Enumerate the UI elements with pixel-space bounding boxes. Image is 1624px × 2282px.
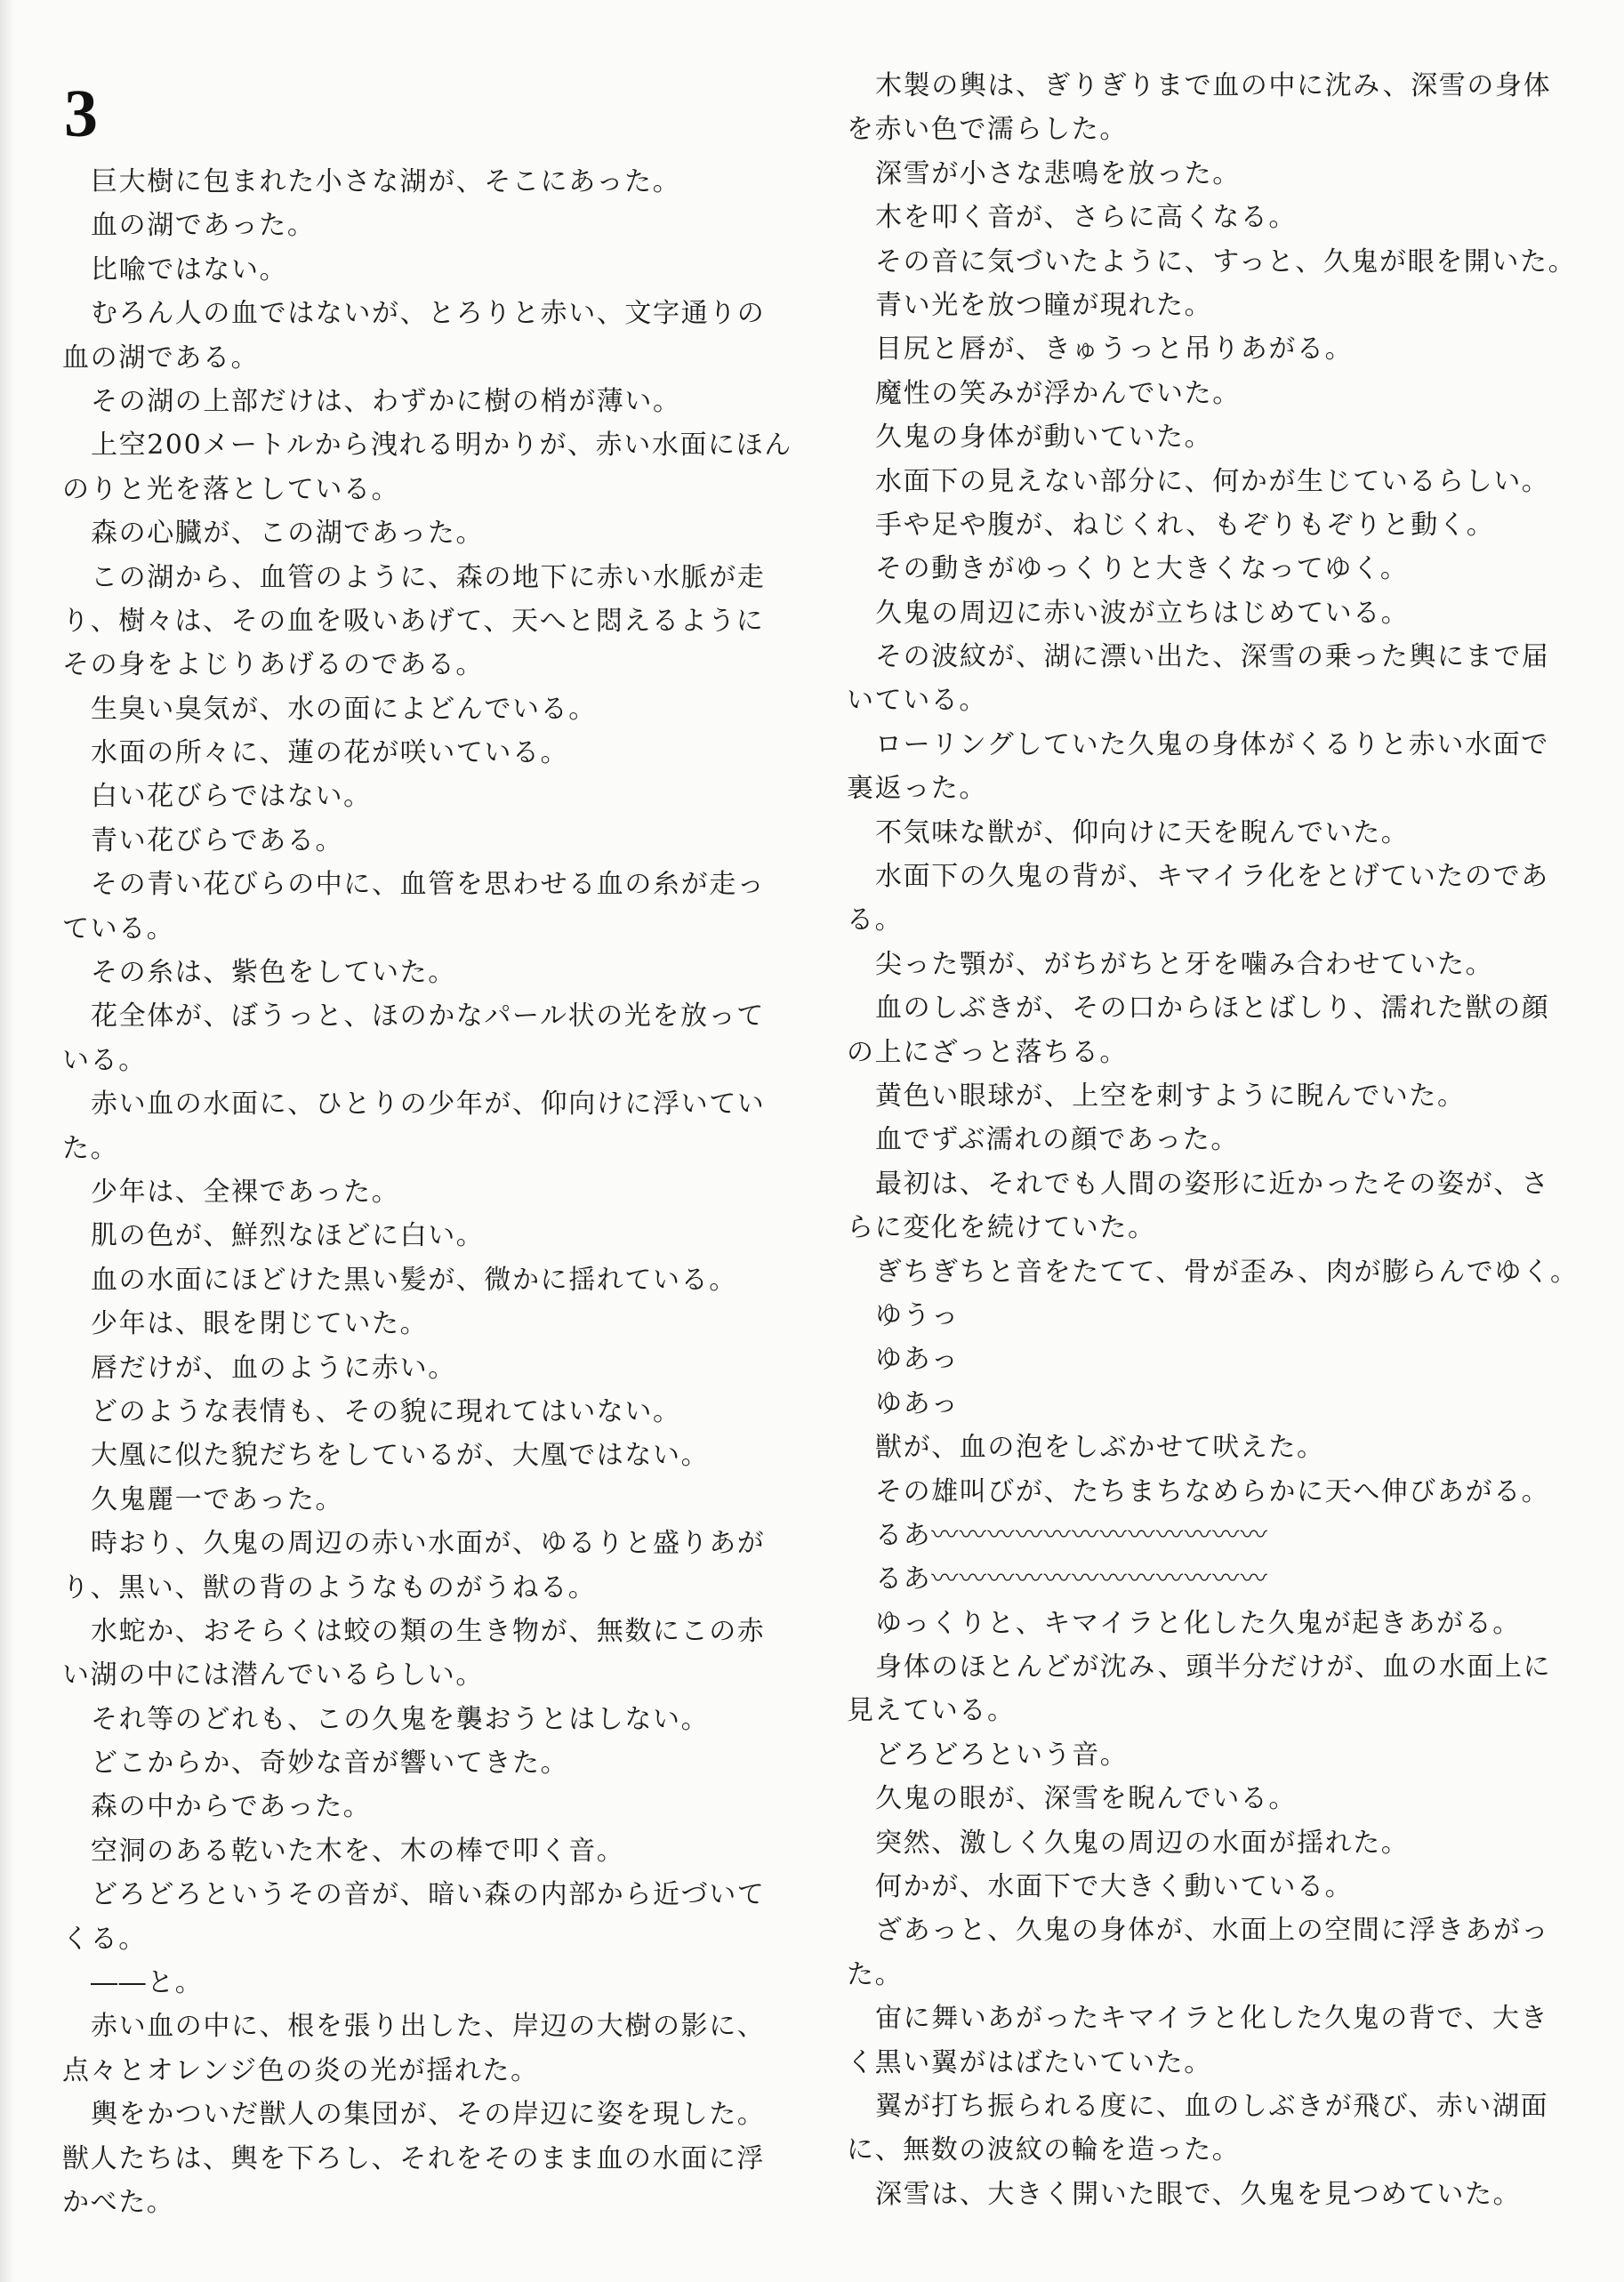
text-line: に、無数の波紋の輪を造った。 [847,2134,1241,2166]
text-line: その湖の上部だけは、わずかに樹の梢が薄い。 [91,385,681,417]
text-line: 何かが、水面下で大きく動いている。 [875,1871,1354,1903]
text-line: り、黒い、獣の背のようなものがうねる。 [62,1571,597,1603]
text-line: いている。 [847,685,987,717]
text-line: その糸は、紫色をしていた。 [91,957,456,989]
text-line: その波紋が、湖に漂い出た、深雪の乗った輿にまで届 [875,641,1550,673]
text-line: ローリングしていた久鬼の身体がくるりと赤い水面で [875,728,1549,760]
text-line: 生臭い臭気が、水の面によどんでいる。 [91,693,597,725]
text-line: 久鬼の眼が、深雪を睨んでいる。 [875,1783,1297,1815]
text-line: 青い光を放つ瞳が現れた。 [875,289,1213,321]
text-line: 唇だけが、血のように赤い。 [91,1352,456,1384]
text-line: 黄色い眼球が、上空を刺すように睨んでいた。 [875,1080,1466,1112]
text-line: 不気味な獣が、仰向けに天を睨んでいた。 [875,816,1410,848]
text-line: 比喩ではない。 [91,253,288,285]
text-line: 水面の所々に、蓮の花が咲いている。 [91,737,569,769]
text-line: らに変化を続けていた。 [847,1212,1156,1244]
text-line: 獣人たちは、輿を下ろし、それをそのまま血の水面に浮 [62,2142,765,2174]
text-line: 突然、激しく久鬼の周辺の水面が揺れた。 [875,1827,1410,1859]
text-line: ゆあっ [875,1344,960,1376]
text-line: ている。 [62,912,175,944]
text-line: ぎちぎちと音をたてて、骨が歪み、肉が膨らんでゆく。 [875,1256,1579,1288]
text-line: い湖の中には潜んでいるらしい。 [62,1659,484,1691]
text-line: ゆあっ [875,1387,960,1419]
text-line: 魔性の笑みが浮かんでいた。 [875,377,1241,409]
text-line: その身をよじりあげるのである。 [62,649,484,681]
text-line: 翼が打ち振られる度に、血のしぶきが飛び、赤い湖面 [875,2090,1549,2122]
left-text-column [62,160,792,2224]
text-line: 宙に舞いあがったキマイラと化した久鬼の背で、大き [875,2003,1549,2035]
text-line: それ等のどれも、この久鬼を襲おうとはしない。 [91,1703,710,1735]
text-line: ゆっくりと、キマイラと化した久鬼が起きあがる。 [875,1607,1521,1639]
text-line: 血の湖である。 [62,341,260,374]
text-line: 手や足や腹が、ねじくれ、もぞりもぞりと動く。 [875,509,1495,541]
text-line: 深雪は、大きく開いた眼で、久鬼を見つめていた。 [875,2178,1522,2210]
text-line: るあ〰〰〰〰〰〰〰〰〰〰〰〰 [875,1519,1269,1551]
text-line: の上にざっと落ちる。 [847,1036,1128,1068]
text-line: り、樹々は、その血を吸いあげて、天へと悶えるように [62,605,765,637]
page-gutter-shadow [0,0,14,2282]
text-line: 血のしぶきが、その口からほとばしり、濡れた獣の顔 [875,992,1550,1024]
text-line: 森の心臓が、この湖であった。 [91,518,485,550]
text-line: ゆうっ [875,1299,960,1331]
text-line: 血の湖であった。 [91,210,316,242]
text-line: 久鬼麗一であった。 [91,1483,344,1515]
text-line: た。 [847,1958,904,1990]
text-line: 空洞のある乾いた木を、木の棒で叩く音。 [91,1835,625,1867]
text-line: その青い花びらの中に、血管を思わせる血の糸が走っ [91,869,766,901]
text-line: どこからか、奇妙な音が響いてきた。 [91,1748,569,1780]
text-line: 花全体が、ぼうっと、ほのかなパール状の光を放って [91,1000,765,1033]
text-line: むろん人の血ではないが、とろりと赤い、文字通りの [91,298,766,330]
text-line: 赤い血の水面に、ひとりの少年が、仰向けに浮いてい [91,1089,766,1121]
text-line: どろどろというその音が、暗い森の内部から近づいて [91,1879,766,1911]
text-line: るあ〰〰〰〰〰〰〰〰〰〰〰〰 [875,1563,1269,1595]
text-line: く黒い翼がはばたいていた。 [847,2046,1212,2078]
text-line: かべた。 [62,2186,175,2218]
text-line: その音に気づいたように、すっと、久鬼が眼を開いた。 [875,245,1577,277]
text-line: る。 [847,904,904,936]
text-line: 水面下の見えない部分に、何かが生じているらしい。 [875,465,1550,497]
text-line: 時おり、久鬼の周辺の赤い水面が、ゆるりと盛りあが [91,1528,766,1560]
text-line: 輿をかついだ獣人の集団が、その岸辺に姿を現した。 [91,2099,766,2131]
text-line: くる。 [62,1923,147,1955]
text-line: 血でずぶ濡れの顔であった。 [875,1124,1239,1156]
text-line: ――と。 [91,1967,204,1999]
text-line: 点々とオレンジ色の炎の光が揺れた。 [62,2054,539,2086]
text-line: いる。 [62,1044,147,1076]
text-line: 森の中からであった。 [91,1791,372,1823]
text-line: 見えている。 [847,1695,1016,1727]
text-line: 青い花びらである。 [91,824,344,856]
text-line: ざあっと、久鬼の身体が、水面上の空間に浮きあがっ [875,1915,1550,1947]
text-line: その動きがゆっくりと大きくなってゆく。 [875,553,1409,585]
text-line: 肌の色が、鮮烈なほどに白い。 [91,1220,485,1252]
text-line: 目尻と唇が、きゅうっと吊りあがる。 [875,333,1354,366]
text-line: 水面下の久鬼の背が、キマイラ化をとげていたのであ [875,861,1549,893]
text-line: 獣が、血の泡をしぶかせて吠えた。 [875,1432,1325,1464]
text-line: 久鬼の周辺に赤い波が立ちはじめている。 [875,597,1410,629]
text-line: 裏返った。 [847,773,987,805]
chapter-number: 3 [64,76,98,151]
text-line: 木を叩く音が、さらに高くなる。 [875,202,1297,234]
text-line: 久鬼の身体が動いていた。 [875,422,1213,454]
text-line: た。 [62,1132,119,1164]
text-line: 大凰に似た貌だちをしているが、大凰ではない。 [91,1440,710,1472]
text-line: 最初は、それでも人間の姿形に近かったその姿が、さ [875,1168,1550,1200]
text-line: 少年は、全裸であった。 [91,1176,400,1208]
text-line: を赤い色で濡らした。 [847,114,1128,146]
text-line: どのような表情も、その貌に現れてはいない。 [91,1395,681,1427]
text-line: のりと光を落としている。 [62,473,400,505]
text-line: 少年は、眼を閉じていた。 [91,1308,429,1340]
right-text-column [847,64,1579,2216]
text-line: この湖から、血管のように、森の地下に赤い水脈が走 [91,561,766,593]
text-line: 上空200メートルから洩れる明かりが、赤い水面にほん [91,430,792,462]
text-line: 赤い血の中に、根を張り出した、岸辺の大樹の影に、 [91,2011,766,2043]
text-line: 身体のほとんどが沈み、頭半分だけが、血の水面上に [875,1651,1552,1683]
text-line: 巨大樹に包まれた小さな湖が、そこにあった。 [91,166,681,197]
text-line: 尖った顎が、がちがちと牙を噛み合わせていた。 [875,948,1494,980]
text-line: 血の水面にほどけた黒い髪が、微かに揺れている。 [91,1264,737,1296]
text-line: 木製の輿は、ぎりぎりまで血の中に沈み、深雪の身体 [875,70,1552,101]
text-line: 白い花びらではない。 [91,781,372,813]
text-line: 水蛇か、おそらくは蛟の類の生き物が、無数にこの赤 [91,1615,766,1647]
text-line: どろどろという音。 [875,1739,1129,1771]
text-line: 深雪が小さな悲鳴を放った。 [875,157,1241,189]
text-line: その雄叫びが、たちまちなめらかに天へ伸びあがる。 [875,1475,1550,1507]
